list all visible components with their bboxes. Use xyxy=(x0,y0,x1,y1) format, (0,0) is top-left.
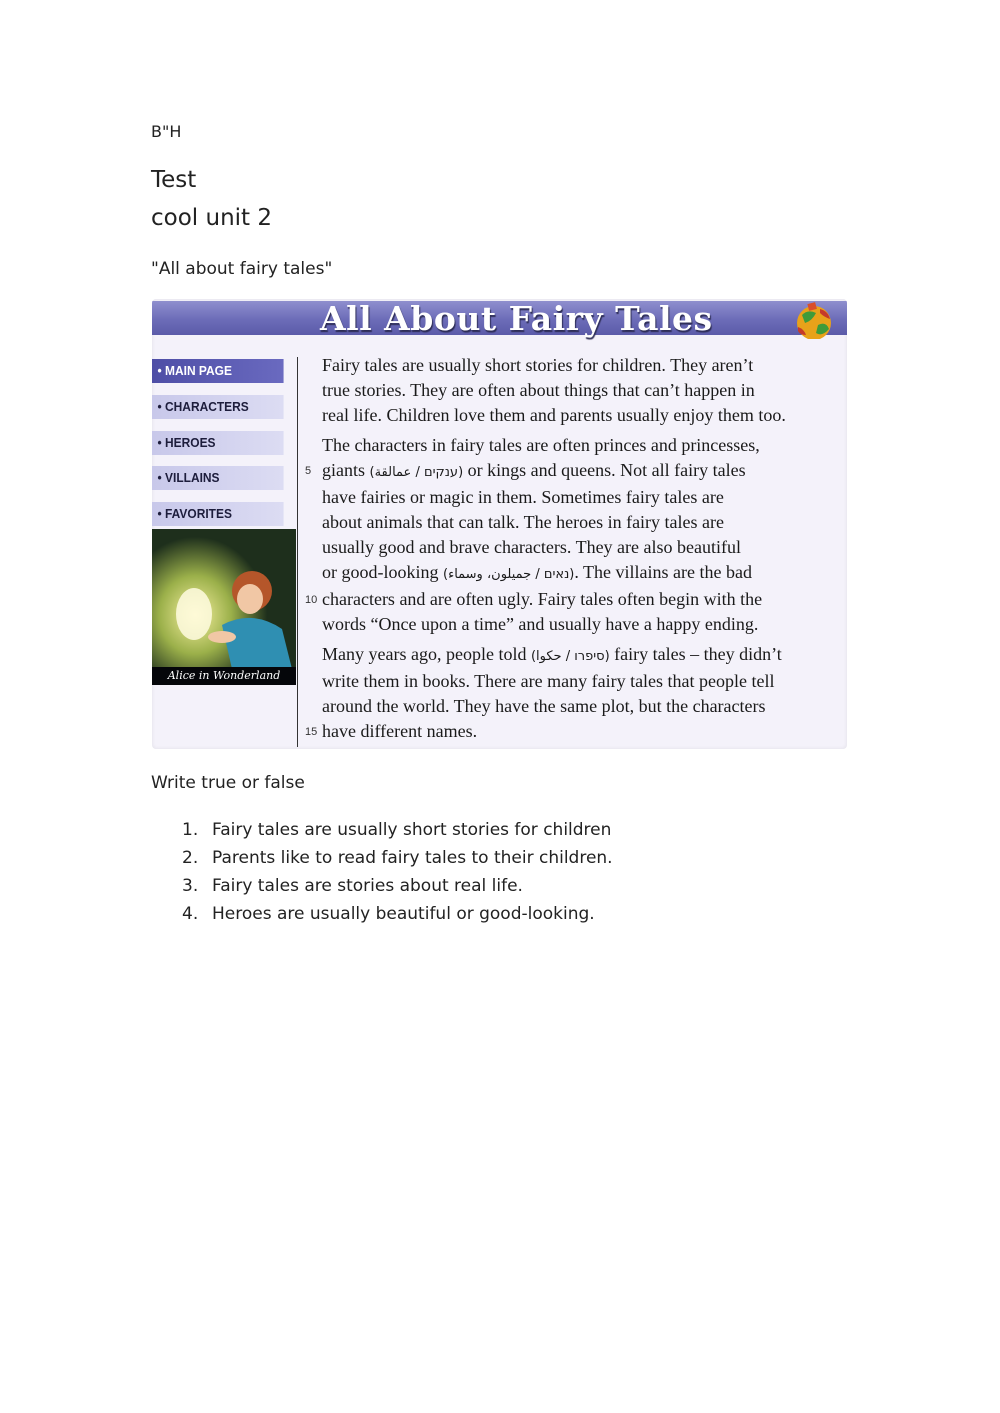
text-fragment: giants xyxy=(322,460,370,480)
question-item xyxy=(182,875,613,903)
unit-title: cool unit 2 xyxy=(151,205,272,231)
question-item xyxy=(182,847,613,875)
text-fragment: or good-looking xyxy=(322,562,443,582)
line-number: 5 xyxy=(305,465,312,477)
question-text: Parents like to read fairy tales to their children. xyxy=(212,848,613,868)
text-line xyxy=(305,719,842,744)
text-line xyxy=(305,587,842,612)
question-number: 2. xyxy=(182,848,199,868)
text-line: usually good and brave characters. They are also beautiful xyxy=(322,537,742,557)
nav-characters[interactable]: • CHARACTERS xyxy=(152,395,284,419)
alice-picture xyxy=(152,529,296,685)
question-number: 4. xyxy=(182,904,199,924)
bh-header: B"H xyxy=(151,122,182,141)
question-text: Fairy tales are usually short stories for children xyxy=(212,820,612,840)
text-line xyxy=(322,642,842,669)
question-item xyxy=(182,819,613,847)
text-fragment: fairy tales – they didn’t xyxy=(609,644,782,664)
text-line: around the world. They have the same plot, but the characters xyxy=(322,696,766,716)
text-line: real life. Children love them and parents usually enjoy them too. xyxy=(322,405,786,425)
translation-gloss: (ענקים / عمالقة) xyxy=(369,465,464,480)
text-fragment: . The villains are the bad xyxy=(574,562,752,582)
translation-gloss: (נאים / جميلون، وسماء) xyxy=(443,567,575,582)
text-line: The characters in fairy tales are often princes and princesses, xyxy=(322,435,760,455)
text-fragment: Many years ago, people told xyxy=(322,644,531,664)
paragraph-2 xyxy=(305,433,842,637)
text-line: Fairy tales are usually short stories for children. They aren’t xyxy=(322,355,754,375)
question-text: Heroes are usually beautiful or good-looking. xyxy=(212,904,595,924)
exercise-instruction: Write true or false xyxy=(151,773,305,793)
question-number: 3. xyxy=(182,876,199,896)
question-text: Fairy tales are stories about real life. xyxy=(212,876,523,896)
text-line: about animals that can talk. The heroes in fairy tales are xyxy=(322,512,725,532)
text-fragment: characters and are often ugly. Fairy tales often begin with the xyxy=(322,589,763,609)
reading-subtitle: "All about fairy tales" xyxy=(151,259,333,279)
line-number: 10 xyxy=(305,594,318,606)
text-fragment: have different names. xyxy=(322,721,478,741)
column-divider xyxy=(297,357,298,747)
nav-villains[interactable]: • VILLAINS xyxy=(152,466,284,490)
text-line: true stories. They are often about things that can’t happen in xyxy=(322,380,755,400)
question-list xyxy=(182,819,613,931)
text-line: have fairies or magic in them. Sometimes fairy tales are xyxy=(322,487,724,507)
text-line: words “Once upon a time” and usually have a happy ending. xyxy=(322,614,759,634)
image-caption: Alice in Wonderland xyxy=(152,667,296,685)
alice-illustration xyxy=(152,529,296,685)
translation-gloss: (סיפרו / حكوا) xyxy=(530,649,610,664)
globe-icon xyxy=(788,299,840,339)
textbook-title: All About Fairy Tales xyxy=(320,299,713,338)
nav-favorites[interactable]: • FAVORITES xyxy=(152,502,284,526)
textbook-excerpt xyxy=(152,299,847,749)
page-title: Test xyxy=(151,167,197,193)
text-line xyxy=(322,560,842,587)
nav-heroes[interactable]: • HEROES xyxy=(152,431,284,455)
reading-text xyxy=(305,353,842,749)
text-line: write them in books. There are many fairy tales that people tell xyxy=(322,671,775,691)
question-number: 1. xyxy=(182,820,199,840)
paragraph-3 xyxy=(305,642,842,744)
question-item xyxy=(182,903,613,931)
paragraph-1 xyxy=(322,353,842,428)
textbook-banner xyxy=(152,299,847,338)
text-fragment: or kings and queens. Not all fairy tales xyxy=(463,460,746,480)
line-number: 15 xyxy=(305,726,318,738)
nav-main-page[interactable]: • MAIN PAGE xyxy=(152,359,284,383)
text-line xyxy=(305,458,842,485)
